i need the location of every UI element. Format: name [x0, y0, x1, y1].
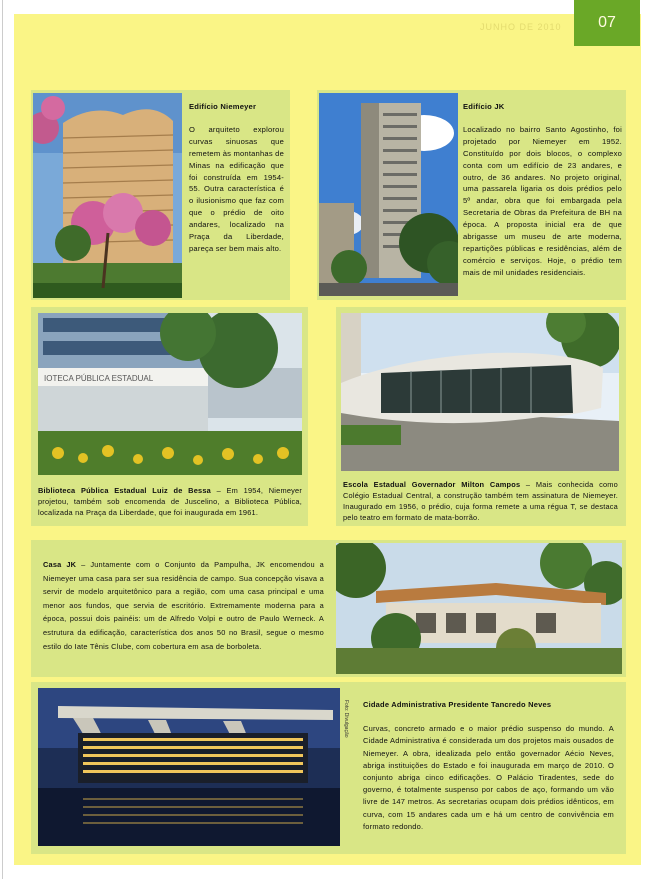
- niemeyer-title: Edifício Niemeyer: [189, 102, 257, 111]
- escola-body: – Mais conhecida como Colégio Estadual Central, a construção também tem assinatura de Niemeyer. Inaugurado em 1956, o prédio, cuja forma remete a uma régua T, se destaca pelo teatro em formato de mata-borrão.: [343, 480, 618, 522]
- jk-photo: [319, 93, 458, 296]
- cidade-title: Cidade Administrativa Presidente Tancredo Neves: [363, 700, 552, 709]
- casa-jk-text: [43, 558, 324, 653]
- header-date: JUNHO DE 2010: [480, 22, 562, 32]
- cidade-photo: [38, 688, 340, 846]
- biblioteca-sign: IOTECA PÚBLICA ESTADUAL: [44, 374, 154, 383]
- jk-body: Localizado no bairro Santo Agostinho, foi projetado por Niemeyer em 1952. Constituído por dois blocos, o complexo conta com um edifício de 23 andares, e outro, de 36 andares. No projeto original, uma passarela ligaria os dois prédios pelo 5º andar, obra que foi embargada pela Secretaria de Obras da Prefeitura de BH na época. A proposta inicial era de que abrigasse um museu de arte moderna, repartições públicas e residências, além de comércio e serviços. Hoje, o prédio tem mais de mil unidades residenciais.: [463, 124, 622, 277]
- jk-title: Edifício JK: [463, 102, 505, 111]
- niemeyer-photo: [33, 93, 182, 298]
- cidade-body: Curvas, concreto armado e o maior prédio suspenso do mundo. A Cidade Administrativa é considerada um dos projetos mais ousados de Niemeyer. A obra, idealizada pelo então governador Aécio Neves, abriga instituições do Estado e foi inaugurada em março de 2010. O conjunto abriga cinco edificações. O Palácio Tiradentes, sede do governo, é totalmente suspenso por cabos de aço, formando um vão livre de 147 metros. As secretarias ocupam dois prédios idênticos, em curva, com 15 andares cada um e há um centro de convivência em formato redondo.: [363, 724, 614, 831]
- biblioteca-photo: [38, 313, 302, 475]
- escola-title: Escola Estadual Governador Milton Campos: [343, 480, 521, 489]
- casa-jk-photo: [336, 543, 622, 674]
- page-edge: [2, 0, 3, 879]
- jk-text: [463, 101, 622, 279]
- casa-jk-body: – Juntamente com o Conjunto da Pampulha, JK encomendou a Niemeyer uma casa para ser sua residência de campo. Sua concepção visava a servir de modelo arquitetônico para a região, com uma casa principal e uma menor aos fundos, que servia de escritório. Extremamente moderna para a época, possui dois painéis: um de Alfredo Volpi e outro de Paulo Werneck. A estrutura da edificação, característica dos anos 50 no Brasil, segue o mesmo estilo do Iate Tênis Clube, com cobertura em asa de borboleta.: [43, 560, 324, 651]
- escola-photo: [341, 313, 619, 471]
- escola-text: [343, 479, 618, 523]
- page-number: 07: [574, 0, 640, 46]
- niemeyer-body: O arquiteto explorou curvas sinuosas que remetem às montanhas de Minas na edificação que foi construída em 1954-55. Outra característica é o ilusionismo que faz com que o prédio de oito andares, localizado na Praça da Liberdade, pareça ser bem mais alto.: [189, 124, 284, 253]
- biblioteca-body: – Em 1954, Niemeyer projetou, também sob encomenda de Juscelino, a Biblioteca Pública, localizada na Praça da Liberdade, que foi inaugurada em 1961.: [38, 486, 302, 517]
- cidade-text: [363, 699, 614, 833]
- cidade-photo-credit: Foto: Divulgação: [343, 700, 349, 738]
- biblioteca-text: [38, 485, 302, 518]
- biblioteca-title: Biblioteca Pública Estadual Luiz de Bessa: [38, 486, 211, 495]
- casa-jk-title: Casa JK: [43, 560, 77, 569]
- niemeyer-text: [189, 101, 284, 255]
